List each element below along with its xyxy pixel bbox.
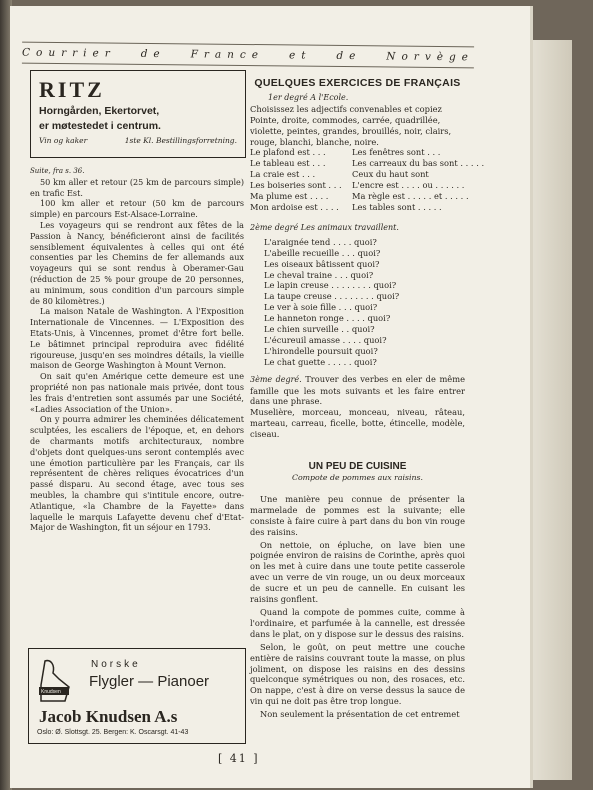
recipe-text: [250, 494, 465, 720]
paragraph: On y pourra admirer les cheminées délicatement sculptées, les escaliers de l'époque, et, en dehors de charmants motifs architecturaux, nombre d'objets dont quelques-uns seront contemplés avec une émotion particulière par les Français, car ils représentent de chères reliques évocatrices d'un passé disparu. Au second étage, avec tous ses meubles, la chambre qui s'intitule encore, outre-Atlantique, «la Chambre de la Fayette» dans laquelle le marquis Lafayette devenu chef d'Etat-Major de Washington, fit un séjour en 1793.: [30, 414, 244, 533]
paragraph: Quand la compote de pommes cuite, comme à l'ordinaire, et parfumée à la cannelle, est dressée dans le plat, on y dispose sur le dessus des raisins.: [250, 606, 465, 639]
paragraph: Selon, le goût, on peut mettre une couche entière de raisins couvrant toute la masse, on plus joliment, on dispose les raisins en des dessins quelconque symétriques ou non, des rosaces, etc. On nappe, c'est à dire on verse dessus la sauce de vin qui ne doit pas être trop longue.: [250, 641, 465, 707]
ritz-name: RITZ: [39, 77, 105, 102]
cuisine-title: UN PEU DE CUISINE: [308, 461, 407, 473]
logo-text: Knudsen: [41, 689, 61, 695]
running-header: [22, 42, 474, 69]
paragraph: 100 km aller et retour (50 km de parcours simple) en parcours Est-Alsace-Lorraine.: [30, 198, 244, 220]
degree3-block: [250, 374, 465, 408]
exercise-line: L'écureuil amasse . . . . quoi?: [264, 334, 387, 345]
header-word: France: [190, 48, 265, 62]
exercise-line: Les oiseaux bâtissent quoi?: [264, 258, 380, 269]
exercise-line: L'abeille recueille . . . quoi?: [264, 247, 381, 258]
exercise-line: Le hanneton ronge . . . . quoi?: [264, 313, 391, 324]
degree3-label: 3ème degré.: [250, 374, 302, 384]
degree1-words: Pointe, droite, commodes, carrée, quadrillée, violette, peintes, grandes, brouillés, noir, clairs, rouge, blanchi, blanche, noire.: [250, 114, 452, 147]
right-column: [250, 77, 485, 722]
degree1-intro: Choisissez les adjectifs convenables et copiez: [250, 103, 442, 114]
exercise-item: Les fenêtres sont . . .: [352, 147, 441, 158]
degree3-text: Trouver des verbes en eler de même famille que les mots suivants et les faire entrer dans une phrase.: [250, 373, 465, 407]
degree2-label: 2ème degré Les animaux travaillent.: [250, 222, 399, 232]
exercise-line: Le chien surveille . . quoi?: [264, 324, 375, 335]
knudsen-company: Jacob Knudsen A.s: [39, 707, 178, 726]
paragraph: On nettoie, on épluche, on lave bien une poignée environ de raisins de Corinthe, après quoi on les met à cuire dans une toute petite casserole avec un verre de vin rouge, un ou deux morceaux de sucre et un peu de cannelle. En cuisant les raisins gonflent.: [250, 539, 465, 605]
piano-logo-icon: [35, 657, 75, 707]
paragraph: Une manière peu connue de présenter la marmelade de pommes est la suivante; elle consiste à faire cuire à part dans du bon vin rouge des raisins.: [250, 493, 465, 537]
degree3-words: Muselière, morceau, monceau, niveau, râteau, marteau, carreau, ficelle, botte, étincelle, modèle, ciseau.: [250, 407, 465, 440]
continuation-note: Suite, fra s. 36.: [30, 167, 85, 175]
exercises-title: QUELQUES EXERCICES DE FRANÇAIS: [254, 77, 461, 89]
exercise-item: Ma règle est . . . . . et . . . . .: [352, 191, 469, 202]
header-word: Courrier: [21, 46, 116, 60]
exercise-item: Ma plume est . . . .: [250, 191, 329, 202]
paragraph: Les voyageurs qui se rendront aux fêtes de la Passion à Nancy, bénéficieront ainsi de facilités sensiblement équivalentes à celles qui ont été consenties par les Chemins de fer allemands aux voyageurs qui se sont rendus à Oberamer-Gau (réduction de 25 % pour groupe de 20 personnes, au minimum, sous condition d'un parcours simple de 80 kilomètres.): [30, 219, 244, 306]
knudsen-product: Flygler — Pianoer: [89, 673, 210, 690]
exercise-line: Le chat guette . . . . . quoi?: [264, 356, 377, 367]
paragraph: Non seulement la présentation de cet entremet: [260, 709, 460, 720]
exercise-item: Ceux du haut sont: [352, 169, 429, 180]
exercise-line: L'hirondelle poursuit quoi?: [264, 345, 378, 356]
left-column-text: [30, 166, 244, 533]
exercise-line: Le cheval traine . . . quoi?: [264, 269, 374, 280]
exercise-item: Les tables sont . . . . .: [352, 201, 442, 212]
knudsen-address: Oslo: Ø. Slottsgt. 25. Bergen: K. Oscarsgt. 41-43: [37, 729, 189, 736]
paragraph: On sait qu'en Amérique cette demeure est une propriété non pas nationale mais privée, dont tous les frais d'entretien sont assumés par une Société, «Ladies Association of the Union».: [30, 371, 244, 414]
degree2-lines: [250, 237, 465, 368]
header-word: Norvège: [386, 50, 474, 64]
exercise-line: La taupe creuse . . . . . . . . quoi?: [264, 291, 400, 302]
exercise-item: Les carreaux du bas sont . . . . .: [352, 158, 485, 169]
ritz-advertisement: [30, 70, 246, 158]
exercise-line: L'araignée tend . . . . quoi?: [264, 236, 377, 247]
exercise-item: Mon ardoise est . . . .: [250, 201, 339, 212]
knudsen-advertisement: [28, 648, 246, 744]
knudsen-norske: Norske: [91, 659, 141, 670]
header-word: et: [288, 49, 312, 62]
paragraph: 50 km aller et retour (25 km de parcours simple) en trafic Est.: [30, 176, 244, 198]
exercise-line: Le ver à soie fille . . . quoi?: [264, 302, 378, 313]
paragraph: La maison Natale de Washington. A l'Exposition Internationale de Vincennes. — L'Exposition des Etats-Unis, à Vincennes, promet d'être fort belle. Le bâtimnet principal reproduira avec fidélité rigoureuse, jusqu'en ses moindres détails, la vieille maison de George Washington à Mount Vernon.: [30, 306, 244, 371]
degree1-exercise-grid: [250, 147, 485, 212]
header-word: de: [336, 49, 362, 63]
page-edges: [528, 40, 572, 780]
exercise-item: Le tableau est . . .: [250, 158, 326, 169]
ritz-line2: er møtestedet i centrum.: [39, 120, 161, 132]
exercise-item: La craie est . . .: [250, 169, 316, 180]
ritz-footer: [39, 136, 237, 145]
exercise-item: Les boiseries sont . . .: [250, 180, 342, 191]
exercise-item: L'encre est . . . . ou . . . . . .: [352, 180, 465, 191]
ritz-foot-left: Vin og kaker: [39, 136, 88, 145]
exercise-item: Le plafond est . . .: [250, 147, 326, 158]
ritz-foot-right: 1ste Kl. Bestillingsforretning.: [124, 136, 237, 145]
cuisine-subtitle: Compote de pommes aux raisins.: [291, 473, 424, 482]
page-number: [ 41 ]: [218, 752, 260, 765]
ritz-line1: Horngården, Ekertorvet,: [39, 105, 160, 117]
degree1-label: 1er degré A l'Ecole.: [268, 92, 349, 102]
header-word: de: [140, 47, 166, 61]
exercise-line: Le lapin creuse . . . . . . . . quoi?: [264, 280, 397, 291]
